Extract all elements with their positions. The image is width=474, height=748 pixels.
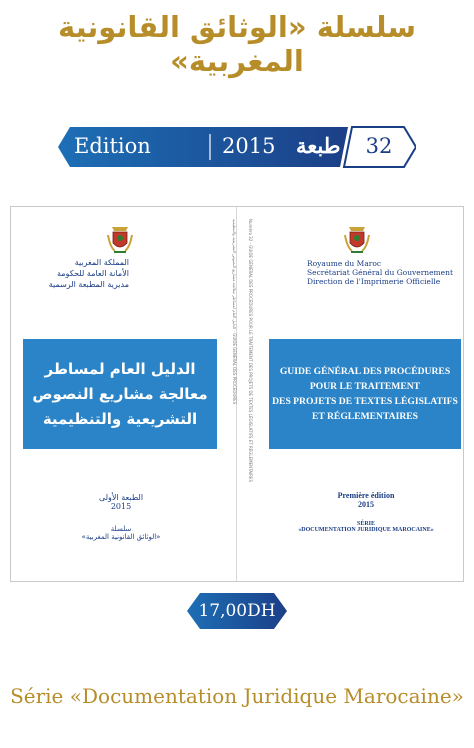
edition-number: 32 (365, 134, 393, 158)
title-box-arabic (23, 339, 217, 449)
book-cover-spread (10, 206, 464, 582)
title-box-french (269, 339, 461, 449)
org-line: الأمانة العامة للحكومة (56, 269, 129, 278)
series-label-ar: سلسلة (110, 525, 132, 533)
title-line: الدليل العام لمساطر (44, 359, 196, 378)
series-label-fr: SÉRIE (356, 521, 375, 527)
title-line: DES PROJETS DE TEXTES LÉGISLATIFS (272, 396, 458, 407)
series-block-fr (287, 521, 445, 533)
spine-text-left: الدليل العام لمساطر معالجة مشاريع النصوص التشريعية والتنظيمية - GUIDE GÉNÉRAL DES PROCÉDURES (232, 219, 237, 405)
edition-arabic: طبعة (296, 133, 341, 158)
title-line: POUR LE TRAITEMENT (309, 381, 421, 392)
title-line: ET RÉGLEMENTAIRES (311, 411, 418, 422)
edition-year: 2015 (222, 134, 276, 158)
edition-block-ar (71, 493, 171, 511)
emblem-front (344, 225, 370, 259)
edition-label-ar: الطبعة الأولى (98, 493, 144, 502)
series-block-ar (57, 525, 185, 541)
org-line: Secrétariat Général du Gouvernement (307, 268, 453, 277)
edition-word: Edition (74, 134, 151, 158)
edition-banner (58, 126, 416, 168)
org-line: Royaume du Maroc (307, 259, 382, 268)
org-line: المملكة المغربية (74, 258, 129, 267)
price-label: 17,00DH (198, 601, 276, 621)
edition-block-fr (311, 491, 421, 509)
org-line: Direction de l'Imprimerie Officielle (307, 277, 441, 286)
emblem-back (107, 225, 133, 259)
series-name-fr: «DOCUMENTATION JURIDIQUE MAROCAINE» (298, 527, 434, 533)
edition-year-ar: 2015 (110, 502, 132, 511)
title-line: GUIDE GÉNÉRAL DES PROCÉDURES (279, 366, 451, 377)
edition-label-fr: Première édition (337, 491, 395, 500)
title-line: التشريعية والتنظيمية (42, 409, 198, 428)
series-title-arabic: سلسلة «الوثائق القانونية المغربية» (57, 10, 416, 78)
edition-year-fr: 2015 (358, 500, 374, 509)
spine-text-right: Numéro 32 - GUIDE GÉNÉRAL DES PROCÉDURES POUR LE TRAITEMENT DES PROJETS DE TEXTES LÉGISLATIFS ET RÉGLEMENTAIRES (248, 219, 253, 482)
coat-of-arms-icon (344, 225, 370, 255)
org-block-fr (307, 259, 457, 286)
org-line: مديرية المطبعة الرسمية (48, 280, 129, 289)
org-block-ar (31, 257, 129, 290)
series-name-ar: «الوثائق القانونية المغربية» (81, 533, 161, 541)
title-line: معالجة مشاريع النصوص (32, 384, 208, 403)
price-badge (186, 592, 288, 630)
series-title-french: Série «Documentation Juridique Marocaine» (10, 684, 464, 708)
coat-of-arms-icon (107, 225, 133, 255)
